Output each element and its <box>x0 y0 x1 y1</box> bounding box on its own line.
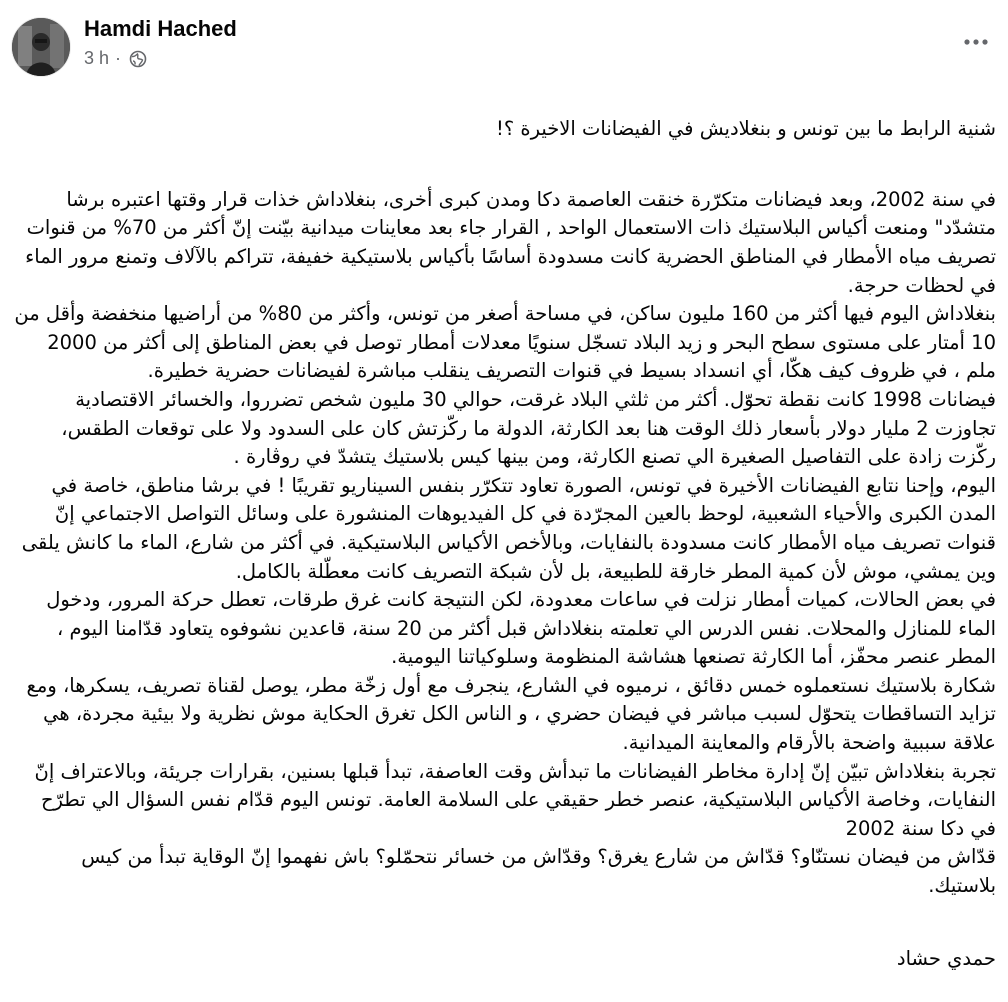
author-name[interactable]: Hamdi Hached <box>84 16 237 41</box>
more-options-button[interactable] <box>956 22 996 62</box>
post-signature: حمدي حشاد <box>896 947 996 971</box>
post-meta <box>84 48 147 69</box>
meta-separator: · <box>115 48 122 68</box>
profile-photo-icon <box>12 18 70 76</box>
post-body-text: في سنة 2002، وبعد فيضانات متكرّرة خنقت العاصمة دكا ومدن كبرى أخرى، بنغلاداش خذات قرار وقتها اعتبره برشا متشدّد" ومنعت أكياس البلاستيك ذات الاستعمال الواحد , القرار جاء بعد معاينات ميدانية بيّنت إنّ أكثر من 70% من قنوات تصريف مياه الأمطار في المناطق الحضرية كانت مسدودة أساسًا بأكياس بلاستيكية خفيفة، تتراكم بالآلاف وتمنع مرور الماء في لحظات حرجة. بنغلاداش اليوم فيها أكثر من 160 مليون ساكن، في مساحة أصغر من تونس، وأكثر من 80% من أراضيها منخفضة وأقل من 10 أمتار على مستوى سطح البحر و زيد البلاد تسجّل سنويًا معدلات أمطار توصل في بعض المناطق إلى أكثر من 2000 ملم ، في ظروف كيف هكّا، أي انسداد بسيط في قنوات التصريف ينقلب مباشرة لفيضانات حضرية خطيرة. فيضانات 1998 كانت نقطة تحوّل. أكثر من ثلثي البلاد غرقت، حوالي 30 مليون شخص تضرروا، والخسائر الاقتصادية تجاوزت 2 مليار دولار بأسعار ذلك الوقت هنا بعد الكارثة، الدولة ما ركّزتش كان على السدود ولا على توقعات الطقس، ركّزت زادة على التفاصيل الصغيرة الي تصنع الكارثة، ومن بينها كيس بلاستيك يتشدّ في روڨارة . اليوم، وإحنا نتابع الفيضانات الأخيرة في تونس، الصورة تعاود تتكرّر بنفس السيناريو تقريبًا ! في برشا مناطق، خاصة في المدن الكبرى والأحياء الشعبية، لوحظ بالعين المجرّدة في كل الفيديوهات المنشورة على وسائل التواصل الاجتماعي إنّ قنوات تصريف مياه الأمطار كانت مسدودة بالنفايات، وبالأخص الأكياس البلاستيكية. في أكثر من شارع، الماء ما كانش يلقى وين يمشي، موش لأن كمية المطر خارقة للطبيعة، بل لأن شبكة التصريف كانت معطّلة بالكامل. في بعض الحالات، كميات أمطار نزلت في ساعات معدودة، لكن النتيجة كانت غرق طرقات، تعطل حركة المرور، ودخول الماء للمنازل والمحلات. نفس الدرس الي تعلمته بنغلاداش قبل أكثر من 20 سنة، قاعدين نشوفوه يتعاود قدّامنا اليوم ، المطر عنصر محفّز، أما الكارثة تصنعها هشاشة المنظومة وسلوكياتنا اليومية. شكارة بلاستيك نستعملوه خمس دقائق ، نرميوه في الشارع، ينجرف مع أول زخّة مطر، يوصل لقناة تصريف، يسكرها، ومع تزايد التساقطات يتحوّل لسبب مباشر في فيضان حضري ، و الناس الكل تغرق الحكاية موش نظرية ولا بيئية مجردة، هي علاقة سببية واضحة بالأرقام والمعاينة الميدانية. تجربة بنغلاداش تبيّن إنّ إدارة مخاطر الفيضانات ما تبدأش وقت العاصفة، تبدأ قبلها بسنين، بقرارات جريئة، وبالاعتراف إنّ النفايات، وخاصة الأكياس البلاستيكية، عنصر خطر حقيقي على السلامة العامة. تونس اليوم قدّام نفس السؤال الي تطرّح في دكا سنة 2002 قدّاش من فيضان نستنّاو؟ قدّاش من شارع يغرق؟ وقدّاش من خسائر نتحمّلو؟ باش نفهموا إنّ الوقاية تبدأ من كيس بلاستيك. <box>14 187 996 898</box>
more-horizontal-icon <box>963 38 989 46</box>
post-header <box>12 12 996 72</box>
globe-icon[interactable] <box>129 50 147 68</box>
avatar[interactable] <box>12 18 70 76</box>
post-text <box>14 86 996 1002</box>
post-title: شنية الرابط ما بين تونس و بنغلاديش في الفيضانات الاخيرة ؟! <box>496 116 996 140</box>
post-timestamp[interactable]: 3 h <box>84 48 110 68</box>
